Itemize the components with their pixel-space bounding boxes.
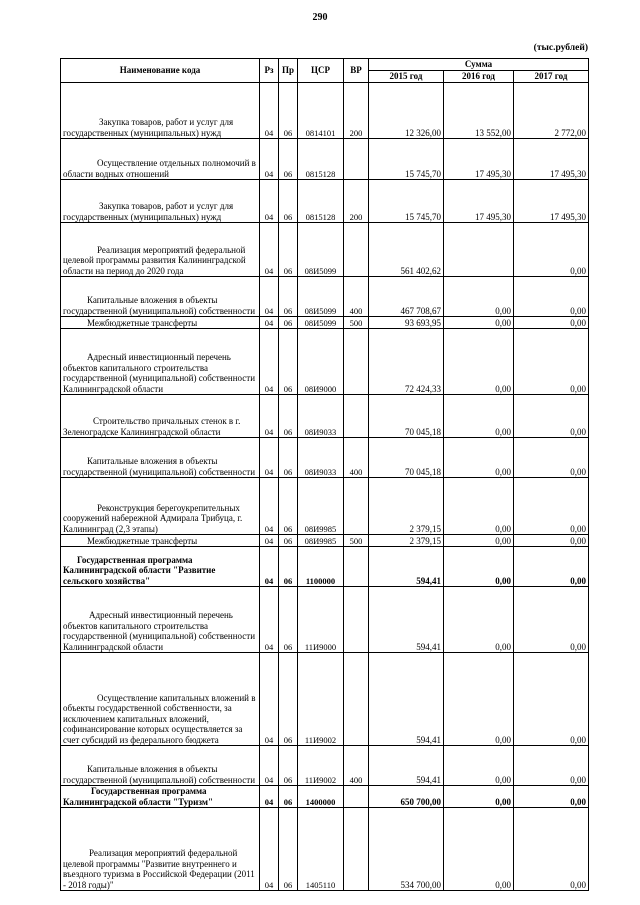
row-vr [344,587,369,653]
row-value-2015: 72 424,33 [369,329,444,395]
row-rz: 04 [260,395,279,438]
row-csr: 0814101 [298,83,344,139]
row-value-2017: 0,00 [514,808,589,891]
row-rz: 04 [260,317,279,329]
row-value-2015: 15 745,70 [369,180,444,223]
row-value-2016: 17 495,30 [444,139,514,180]
row-csr: 08И9985 [298,535,344,547]
row-value-2017: 0,00 [514,317,589,329]
row-vr [344,786,369,808]
row-rz: 04 [260,223,279,277]
row-csr: 08И5099 [298,223,344,277]
row-name: Осуществление капитальных вложений в объекты государственной собственности, за исключением капитальных вложений, софинансирование которых осуществляется за счет субсидий из федерального бюджета [61,653,260,746]
row-rz: 04 [260,478,279,535]
row-pr: 06 [279,329,298,395]
row-pr: 06 [279,180,298,223]
row-rz: 04 [260,746,279,786]
row-pr: 06 [279,653,298,746]
row-pr: 06 [279,808,298,891]
row-rz: 04 [260,808,279,891]
row-name: Закупка товаров, работ и услуг для государственных (муниципальных) нужд [61,180,260,223]
row-value-2017: 17 495,30 [514,139,589,180]
row-value-2016: 0,00 [444,746,514,786]
row-vr [344,478,369,535]
row-vr: 200 [344,83,369,139]
row-csr: 11И9002 [298,653,344,746]
row-csr: 1405110 [298,808,344,891]
row-name: Осуществление отдельных полномочий в области водных отношений [61,139,260,180]
row-csr: 08И9000 [298,329,344,395]
row-vr: 400 [344,438,369,478]
row-pr: 06 [279,535,298,547]
row-csr: 08И9033 [298,395,344,438]
row-rz: 04 [260,83,279,139]
row-vr: 500 [344,535,369,547]
row-name: Капитальные вложения в объекты государственной (муниципальной) собственности [61,277,260,317]
row-rz: 04 [260,786,279,808]
row-name: Реконструкция берегоукрепительных сооружений набережной Адмирала Трибуца, г. Калининград (2,3 этапы) [61,478,260,535]
row-value-2017: 0,00 [514,329,589,395]
row-rz: 04 [260,277,279,317]
row-value-2015: 70 045,18 [369,438,444,478]
row-name: Межбюджетные трансферты [61,317,260,329]
row-name: Государственная программа Калининградской области "Туризм" [61,786,260,808]
row-vr [344,395,369,438]
row-value-2015: 93 693,95 [369,317,444,329]
row-value-2016: 0,00 [444,786,514,808]
row-value-2016: 0,00 [444,317,514,329]
row-pr: 06 [279,746,298,786]
row-rz: 04 [260,180,279,223]
row-value-2016: 17 495,30 [444,180,514,223]
table-row [61,139,589,180]
row-rz: 04 [260,438,279,478]
row-vr [344,808,369,891]
row-value-2015: 534 700,00 [369,808,444,891]
row-value-2017: 0,00 [514,277,589,317]
row-value-2015: 70 045,18 [369,395,444,438]
row-csr: 1400000 [298,786,344,808]
header-pr: Пр [279,59,298,83]
header-rz: Рз [260,59,279,83]
header-csr: ЦСР [298,59,344,83]
table-row [61,587,589,653]
table-row [61,535,589,547]
row-value-2015: 594,41 [369,547,444,587]
row-rz: 04 [260,547,279,587]
table-row [61,395,589,438]
table-row [61,277,589,317]
row-rz: 04 [260,329,279,395]
table-row [61,223,589,277]
row-value-2016: 0,00 [444,535,514,547]
table-row [61,547,589,587]
row-value-2015: 15 745,70 [369,139,444,180]
row-name: Закупка товаров, работ и услуг для государственных (муниципальных) нужд [61,83,260,139]
header-sum: Сумма [369,59,589,71]
row-value-2017: 0,00 [514,438,589,478]
header-vr: ВР [344,59,369,83]
row-name: Капитальные вложения в объекты государственной (муниципальной) собственности [61,438,260,478]
table-body [61,83,589,891]
row-value-2016 [444,223,514,277]
row-value-2016: 0,00 [444,478,514,535]
header-name: Наименование кода [61,59,260,83]
row-value-2015: 594,41 [369,653,444,746]
row-name: Государственная программа Калининградской области "Развитие сельского хозяйства" [61,547,260,587]
row-csr: 08И5099 [298,317,344,329]
row-pr: 06 [279,277,298,317]
row-csr: 08И9985 [298,478,344,535]
row-value-2016: 0,00 [444,547,514,587]
table-row [61,653,589,746]
row-value-2016: 0,00 [444,395,514,438]
row-value-2017: 0,00 [514,223,589,277]
row-csr: 0815128 [298,139,344,180]
table-row [61,83,589,139]
header-2017: 2017 год [514,71,589,83]
row-value-2015: 594,41 [369,746,444,786]
row-pr: 06 [279,223,298,277]
units-label: (тыс.рублей) [533,43,588,53]
row-vr: 500 [344,317,369,329]
table-row [61,746,589,786]
row-value-2017: 0,00 [514,395,589,438]
table-row [61,180,589,223]
row-value-2017: 2 772,00 [514,83,589,139]
table-row [61,329,589,395]
row-vr [344,547,369,587]
row-vr: 400 [344,277,369,317]
row-value-2015: 467 708,67 [369,277,444,317]
row-value-2016: 0,00 [444,277,514,317]
row-value-2016: 0,00 [444,438,514,478]
row-name: Межбюджетные трансферты [61,535,260,547]
row-pr: 06 [279,786,298,808]
row-pr: 06 [279,395,298,438]
table-row [61,478,589,535]
row-value-2015: 2 379,15 [369,535,444,547]
row-value-2017: 0,00 [514,786,589,808]
row-name: Реализация мероприятий федеральной целевой программы развития Калининградской области на период до 2020 года [61,223,260,277]
row-pr: 06 [279,317,298,329]
row-csr: 1100000 [298,547,344,587]
row-csr: 08И9033 [298,438,344,478]
row-value-2016: 0,00 [444,808,514,891]
row-value-2015: 594,41 [369,587,444,653]
row-vr: 200 [344,180,369,223]
row-csr: 11И9000 [298,587,344,653]
row-pr: 06 [279,478,298,535]
row-pr: 06 [279,438,298,478]
page-number: 290 [312,12,328,23]
row-value-2017: 0,00 [514,746,589,786]
row-vr [344,223,369,277]
row-value-2017: 0,00 [514,535,589,547]
header-2015: 2015 год [369,71,444,83]
table-row [61,786,589,808]
row-rz: 04 [260,139,279,180]
row-vr: 400 [344,746,369,786]
row-name: Адресный инвестиционный перечень объектов капитального строительства государственной (муниципальной) собственности Калининградской области [61,329,260,395]
row-name: Строительство причальных стенок в г. Зеленоградске Калининградской области [61,395,260,438]
table-row [61,808,589,891]
row-vr [344,329,369,395]
row-name: Капитальные вложения в объекты государственной (муниципальной) собственности [61,746,260,786]
row-pr: 06 [279,547,298,587]
row-value-2016: 13 552,00 [444,83,514,139]
row-value-2015: 561 402,62 [369,223,444,277]
row-vr [344,653,369,746]
row-pr: 06 [279,139,298,180]
row-csr: 08И5099 [298,277,344,317]
table-row [61,438,589,478]
row-pr: 06 [279,587,298,653]
row-vr [344,139,369,180]
row-rz: 04 [260,587,279,653]
row-rz: 04 [260,535,279,547]
table-row [61,317,589,329]
row-name: Реализация мероприятий федеральной целевой программы "Развитие внутреннего и въездного туризма в Российской Федерации (2011 - 2018 годы)" [61,808,260,891]
row-value-2017: 17 495,30 [514,180,589,223]
row-value-2017: 0,00 [514,478,589,535]
row-rz: 04 [260,653,279,746]
row-csr: 11И9002 [298,746,344,786]
row-value-2017: 0,00 [514,547,589,587]
header-2016: 2016 год [444,71,514,83]
row-pr: 06 [279,83,298,139]
row-value-2016: 0,00 [444,653,514,746]
row-name: Адресный инвестиционный перечень объектов капитального строительства государственной (муниципальной) собственности Калининградской области [61,587,260,653]
row-value-2015: 650 700,00 [369,786,444,808]
row-value-2017: 0,00 [514,653,589,746]
row-value-2016: 0,00 [444,587,514,653]
row-value-2017: 0,00 [514,587,589,653]
row-value-2015: 12 326,00 [369,83,444,139]
row-value-2016: 0,00 [444,329,514,395]
budget-table [60,58,589,891]
row-value-2015: 2 379,15 [369,478,444,535]
row-csr: 0815128 [298,180,344,223]
